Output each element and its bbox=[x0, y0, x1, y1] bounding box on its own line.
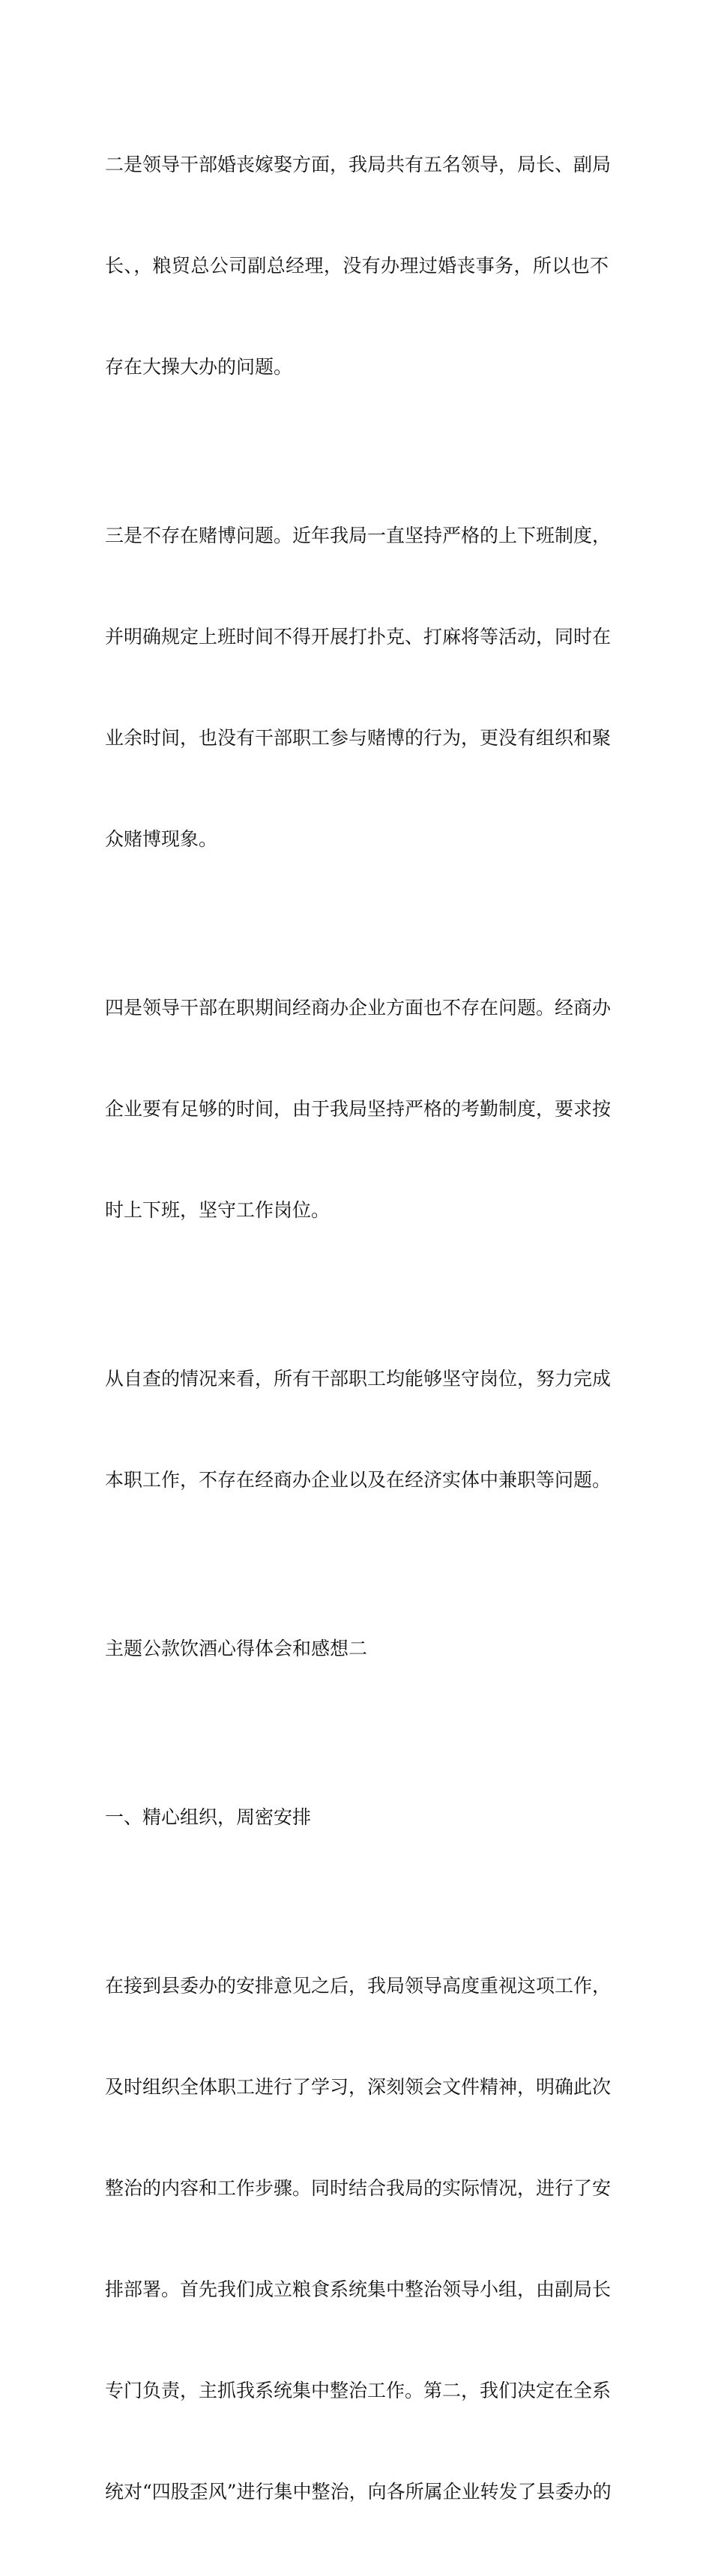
paragraph-wedding-funeral bbox=[105, 80, 612, 451]
section-heading bbox=[105, 1733, 609, 1901]
paragraph-organization bbox=[105, 1901, 612, 2576]
text-line: 业余时间，也没有干部职工参与赌博的行为，更没有组织和聚 bbox=[105, 727, 612, 749]
text-line: 众赌博现象。 bbox=[105, 828, 218, 850]
paragraph-gambling bbox=[105, 451, 612, 923]
text-line: 从自查的情况来看，所有干部职工均能够坚守岗位，努力完成 bbox=[105, 1368, 612, 1390]
text-line: 时上下班，坚守工作岗位。 bbox=[105, 1199, 331, 1221]
paragraph-self-inspection bbox=[105, 1294, 612, 1564]
text-line: 整治的内容和工作步骤。同时结合我局的实际情况，进行了安 bbox=[105, 2177, 612, 2199]
text-line: 并明确规定上班时间不得开展打扑克、打麻将等活动，同时在 bbox=[105, 626, 612, 648]
text-line: 主题公款饮酒心得体会和感想二 bbox=[105, 1638, 368, 1659]
paragraph-business bbox=[105, 923, 612, 1294]
text-line: 在接到县委办的安排意见之后，我局领导高度重视这项工作， bbox=[105, 1975, 612, 1997]
text-line: 三是不存在赌博问题。近年我局一直坚持严格的上下班制度， bbox=[105, 525, 612, 546]
text-line: 一、精心组织，周密安排 bbox=[105, 1806, 312, 1828]
text-line: 二是领导干部婚丧嫁娶方面，我局共有五名领导，局长、副局 bbox=[105, 154, 612, 175]
text-line: 专门负责，主抓我系统集中整治工作。第二，我们决定在全系 bbox=[105, 2380, 612, 2401]
text-line: 企业要有足够的时间，由于我局坚持严格的考勤制度，要求按 bbox=[105, 1098, 612, 1120]
text-line: 长、，粮贸总公司副总经理，没有办理过婚丧事务，所以也不 bbox=[105, 255, 609, 277]
text-line: 及时组织全体职工进行了学习，深刻领会文件精神，明确此次 bbox=[105, 2076, 612, 2098]
text-line: 本职工作，不存在经商办企业以及在经济实体中兼职等问题。 bbox=[105, 1469, 612, 1491]
text-line: 四是领导干部在职期间经商办企业方面也不存在问题。经商办 bbox=[105, 997, 612, 1019]
text-line: 存在大操大办的问题。 bbox=[105, 356, 293, 378]
document-body bbox=[105, 80, 612, 2576]
text-line: 统对“四股歪风”进行集中整治，向各所属企业转发了县委办的 bbox=[105, 2481, 612, 2503]
section-title bbox=[105, 1564, 609, 1733]
text-line: 排部署。首先我们成立粮食系统集中整治领导小组，由副局长 bbox=[105, 2278, 612, 2300]
